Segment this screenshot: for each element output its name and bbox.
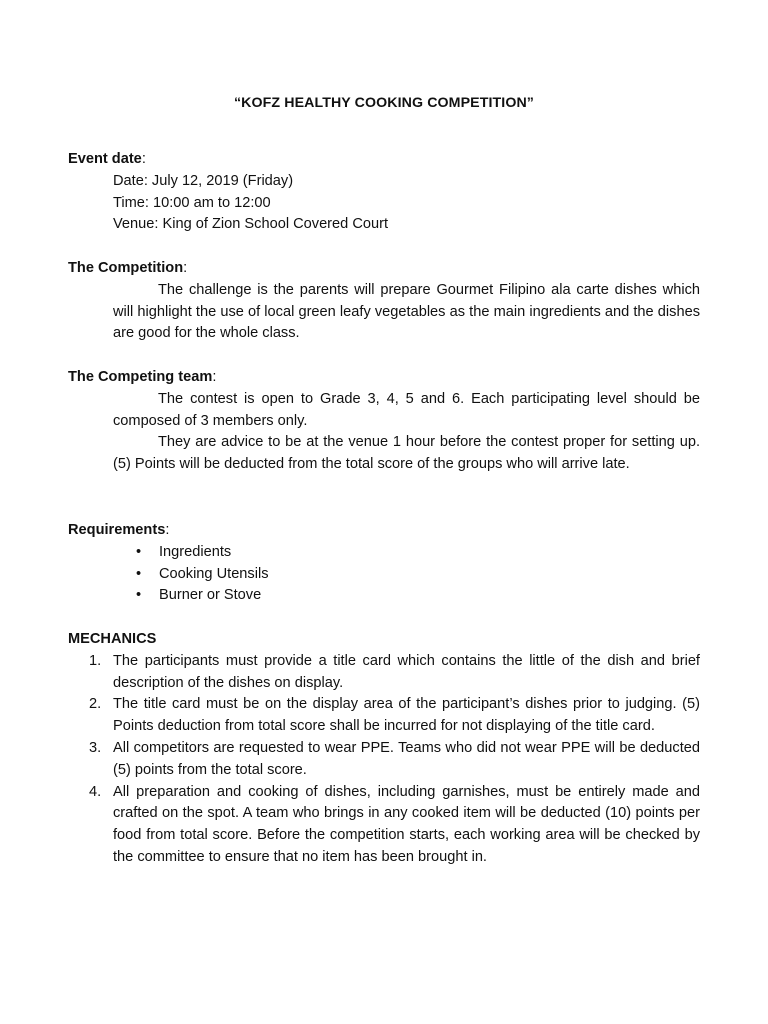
requirement-item: • Cooking Utensils	[136, 564, 700, 586]
requirements-heading	[68, 520, 700, 542]
team-heading-text: The Competing team	[68, 369, 213, 385]
document-title: “KOFZ HEALTHY COOKING COMPETITION”	[233, 95, 535, 111]
mechanics-heading: MECHANICS	[68, 631, 157, 647]
competition-paragraph: The challenge is the parents will prepare Gourmet Filipino ala carte dishes which will highlight the use of local green leafy vegetables as the main ingredients and the dishes are good for the whole class.	[113, 281, 700, 342]
event-section	[68, 149, 700, 236]
mechanics-item	[68, 694, 700, 738]
requirements-section	[68, 520, 700, 607]
event-time-line: Time: 10:00 am to 12:00	[113, 194, 271, 211]
mechanics-item	[68, 738, 700, 782]
event-heading	[68, 149, 700, 171]
event-venue-line: Venue: King of Zion School Covered Court	[113, 216, 389, 233]
competition-heading-colon: :	[183, 260, 188, 276]
mechanics-item-text: The title card must be on the display area of the participant’s dishes prior to judging. (5) Points deduction from total score shall be incurred for not displaying of the title card.	[113, 696, 700, 735]
team-heading	[68, 367, 700, 389]
event-details	[68, 171, 700, 236]
event-date-line: Date: July 12, 2019 (Friday)	[113, 172, 294, 189]
requirements-heading-colon: :	[165, 522, 170, 538]
event-heading-colon: :	[141, 151, 146, 167]
competition-heading-text: The Competition	[68, 260, 184, 276]
team-heading-colon: :	[212, 369, 217, 385]
mechanics-item-number: 3.	[89, 739, 102, 756]
competition-heading	[68, 258, 700, 280]
mechanics-item	[68, 651, 700, 695]
mechanics-list	[68, 651, 700, 869]
team-section	[68, 367, 700, 476]
requirement-item: • Burner or Stove	[136, 585, 700, 607]
mechanics-item-text: The participants must provide a title card which contains the little of the dish and brief description of the dishes on display.	[113, 652, 700, 691]
team-paragraph-2: They are advice to be at the venue 1 hour before the contest proper for setting up. (5) Points will be deducted from the total score of the groups who will arrive late.	[113, 434, 700, 473]
team-paragraph-1: The contest is open to Grade 3, 4, 5 and 6. Each participating level should be composed of 3 members only.	[113, 390, 700, 429]
mechanics-section	[68, 629, 700, 869]
mechanics-item	[68, 782, 700, 869]
mechanics-item-number: 2.	[89, 696, 102, 713]
mechanics-item-number: 4.	[89, 783, 102, 800]
mechanics-item-number: 1.	[89, 652, 102, 669]
mechanics-item-text: All preparation and cooking of dishes, including garnishes, must be entirely made and crafted on the spot. A team who brings in any cooked item will be deducted (10) points per food from total score. Before the competition starts, each working area will be checked by the committee to ensure that no item has been brought in.	[113, 783, 700, 865]
requirement-item: • Ingredients	[136, 542, 700, 564]
event-heading-text: Event date	[68, 151, 142, 167]
requirements-heading-text: Requirements	[68, 522, 166, 538]
competition-section	[68, 258, 700, 345]
requirements-list	[68, 542, 700, 607]
mechanics-item-text: All competitors are requested to wear PPE. Teams who did not wear PPE will be deducted (5) points from the total score.	[113, 739, 700, 778]
